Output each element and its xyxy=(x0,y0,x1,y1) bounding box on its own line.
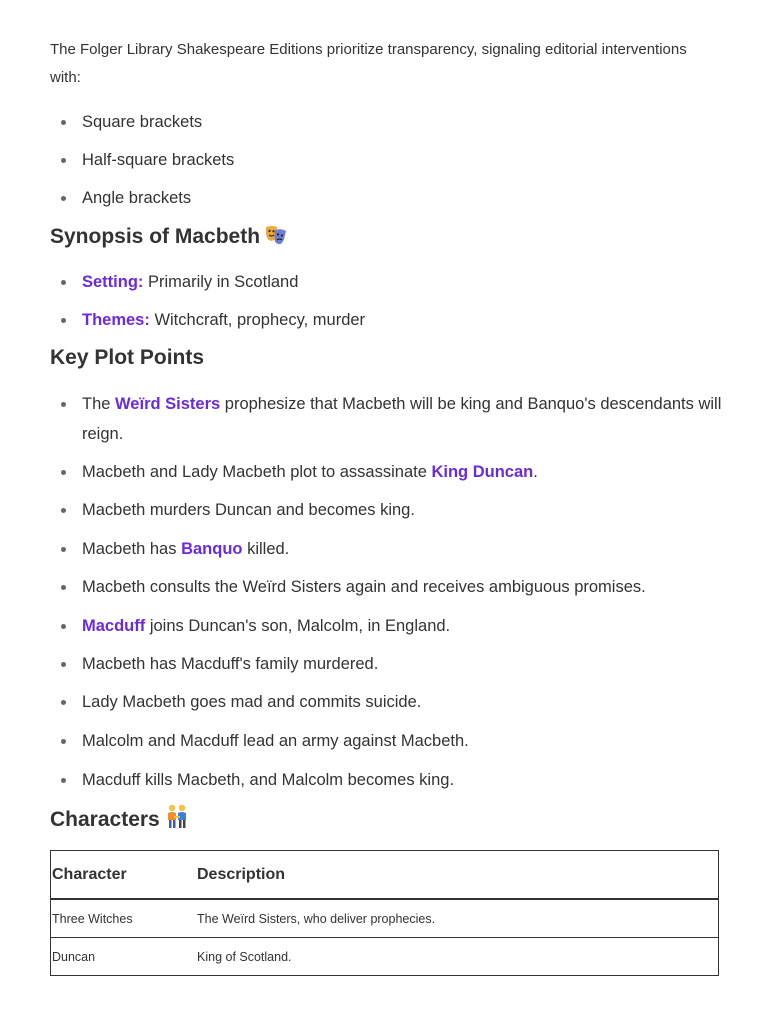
list-item xyxy=(82,765,732,795)
themes-value: Witchcraft, prophecy, murder xyxy=(149,311,366,329)
plot-text: Macbeth has Macduff's family murdered. xyxy=(82,655,379,673)
character-name: Three Witches xyxy=(51,899,195,938)
king-duncan-link[interactable]: King Duncan xyxy=(431,463,534,481)
plot-text: . xyxy=(533,463,538,481)
list-item xyxy=(82,267,732,297)
list-item xyxy=(82,534,732,564)
characters-heading xyxy=(50,803,190,838)
character-name: Duncan xyxy=(51,938,195,976)
themes-label: Themes: xyxy=(82,311,150,329)
setting-label: Setting: xyxy=(82,273,144,291)
table-row xyxy=(51,899,719,938)
plot-text: Malcolm and Macduff lead an army against Macbeth. xyxy=(82,732,469,750)
plot-text: The xyxy=(82,395,116,413)
characters-table xyxy=(50,850,719,976)
plot-text: Macbeth murders Duncan and becomes king. xyxy=(82,501,415,519)
macduff-link[interactable]: Macduff xyxy=(82,617,146,635)
list-item xyxy=(82,687,732,717)
table-row xyxy=(51,938,719,976)
plot-text: Macbeth consults the Weïrd Sisters again and receives ambiguous promises. xyxy=(82,578,646,596)
plot-text: Macbeth has xyxy=(82,540,182,558)
list-item: Angle brackets xyxy=(82,183,732,213)
theater-masks-icon xyxy=(264,224,288,255)
plot-text: killed. xyxy=(242,540,290,558)
list-item xyxy=(82,495,732,525)
list-item xyxy=(82,649,732,679)
plot-text: Macduff kills Macbeth, and Malcolm becomes king. xyxy=(82,771,455,789)
list-item: Half-square brackets xyxy=(82,145,732,175)
synopsis-heading-text: Synopsis of Macbeth xyxy=(50,225,261,248)
character-description: King of Scotland. xyxy=(194,938,719,976)
synopsis-heading xyxy=(50,222,288,255)
column-header-character: Character xyxy=(51,851,195,900)
banquo-link[interactable]: Banquo xyxy=(181,540,243,558)
list-item: Square brackets xyxy=(82,107,732,137)
intro-paragraph: The Folger Library Shakespeare Editions prioritize transparency, signaling editorial interventions with: xyxy=(50,41,687,86)
list-item xyxy=(82,611,732,641)
plot-text: prophesize that Macbeth will be king and Banquo's descendants will reign. xyxy=(82,395,722,443)
plot-text: Lady Macbeth goes mad and commits suicide. xyxy=(82,693,422,711)
list-item xyxy=(82,305,732,335)
table-header-row xyxy=(51,851,719,900)
list-item xyxy=(82,572,732,602)
setting-value: Primarily in Scotland xyxy=(143,273,299,291)
column-header-description: Description xyxy=(194,851,719,900)
list-item xyxy=(82,457,732,487)
plot-heading: Key Plot Points xyxy=(50,346,205,369)
people-holding-hands-icon xyxy=(164,803,190,838)
character-description: The Weïrd Sisters, who deliver prophecies. xyxy=(194,899,719,938)
list-item xyxy=(82,389,732,449)
list-item xyxy=(82,726,732,756)
characters-heading-text: Characters xyxy=(50,808,160,831)
weird-sisters-link[interactable]: Weïrd Sisters xyxy=(115,395,221,413)
plot-text: joins Duncan's son, Malcolm, in England. xyxy=(145,617,451,635)
plot-text: Macbeth and Lady Macbeth plot to assassinate xyxy=(82,463,432,481)
